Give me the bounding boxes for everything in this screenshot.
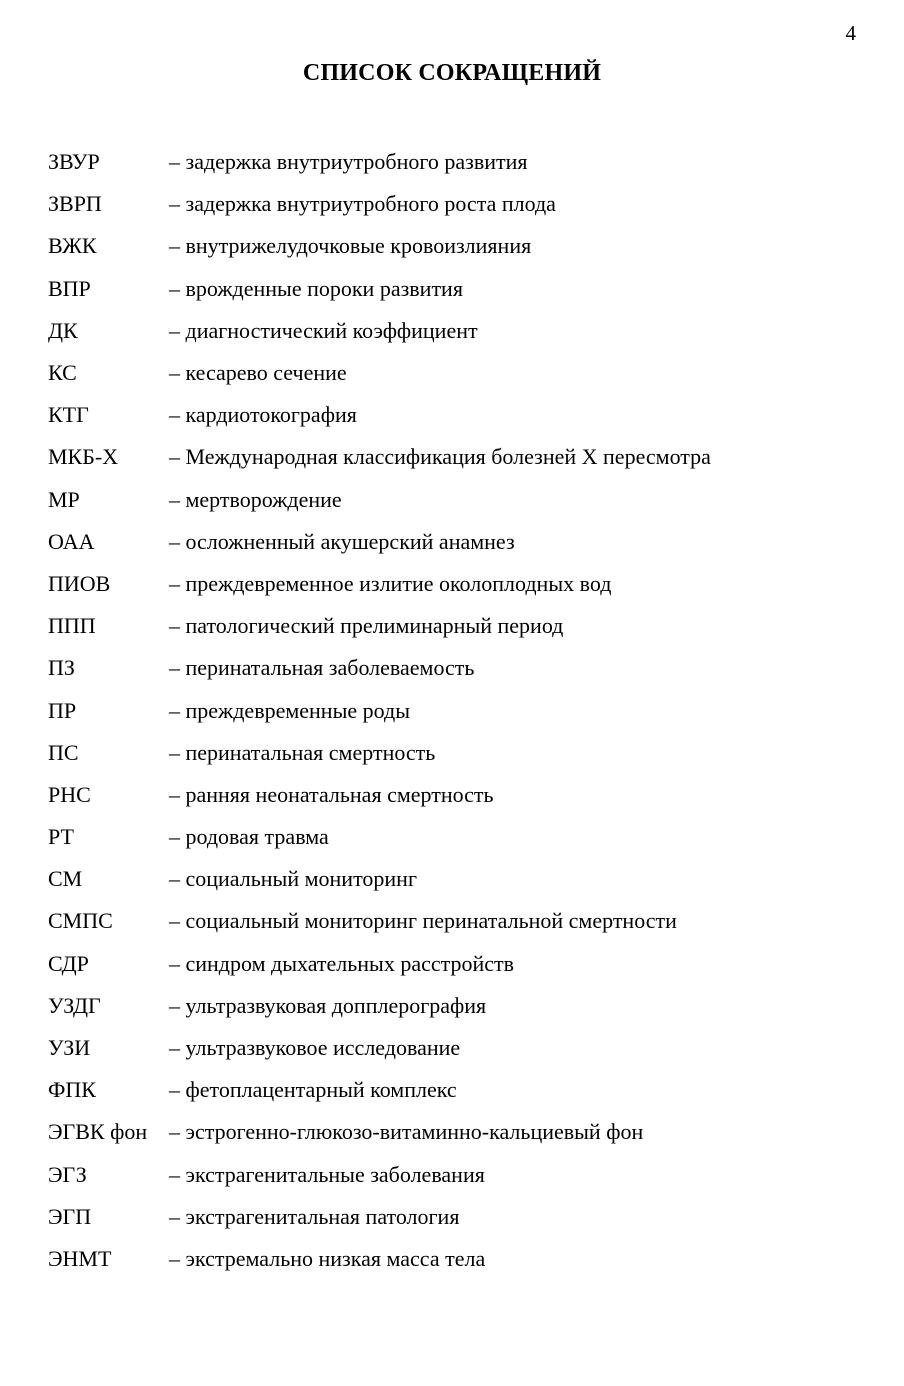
abbreviation-term: ЗВУР — [48, 149, 100, 175]
abbreviation-term: СДР — [48, 950, 89, 976]
abbreviation-row — [48, 943, 868, 985]
abbreviation-definition: – осложненный акушерский анамнез — [169, 528, 515, 554]
abbreviation-list — [48, 141, 868, 1280]
abbreviation-definition: – фетоплацентарный комплекс — [169, 1077, 457, 1103]
abbreviation-row — [48, 141, 868, 183]
abbreviation-row — [48, 268, 868, 310]
abbreviation-term: ДК — [48, 317, 78, 343]
abbreviation-term: ОАА — [48, 528, 95, 554]
abbreviation-term: ЭГВК фон — [48, 1119, 148, 1145]
abbreviation-term: ПИОВ — [48, 570, 111, 596]
abbreviation-definition: – патологический прелиминарный период — [169, 613, 564, 639]
abbreviation-term: МР — [48, 486, 80, 512]
abbreviation-definition: – врожденные пороки развития — [169, 275, 463, 301]
abbreviation-row — [48, 436, 868, 478]
abbreviation-definition: – мертворождение — [169, 486, 342, 512]
abbreviation-term: ЭГЗ — [48, 1161, 87, 1187]
abbreviation-row — [48, 985, 868, 1027]
abbreviation-row — [48, 774, 868, 816]
abbreviation-row — [48, 1238, 868, 1280]
abbreviation-definition: – эстрогенно-глюкозо-витаминно-кальциевый фон — [169, 1119, 644, 1145]
abbreviation-definition: – ранняя неонатальная смертность — [169, 781, 494, 807]
abbreviation-row — [48, 183, 868, 225]
abbreviation-definition: – экстрагенитальные заболевания — [169, 1161, 485, 1187]
abbreviation-term: КС — [48, 360, 77, 386]
abbreviation-definition: – ультразвуковое исследование — [169, 1035, 461, 1061]
abbreviation-definition: – кесарево сечение — [169, 360, 347, 386]
abbreviation-row — [48, 479, 868, 521]
abbreviation-row — [48, 605, 868, 647]
abbreviation-term: КТГ — [48, 402, 89, 428]
page-title: СПИСОК СОКРАЩЕНИЙ — [302, 60, 602, 86]
abbreviation-definition: – кардиотокография — [169, 402, 357, 428]
abbreviation-row — [48, 732, 868, 774]
abbreviation-definition: – экстрагенитальная патология — [169, 1203, 460, 1229]
abbreviation-row — [48, 394, 868, 436]
abbreviation-definition: – ультразвуковая допплерография — [169, 992, 487, 1018]
abbreviation-term: ЗВРП — [48, 191, 102, 217]
abbreviation-term: ЭГП — [48, 1203, 92, 1229]
abbreviation-term: УЗИ — [48, 1035, 91, 1061]
abbreviation-definition: – родовая травма — [169, 824, 329, 850]
abbreviation-definition: – задержка внутриутробного развития — [169, 149, 528, 175]
abbreviation-row — [48, 900, 868, 942]
abbreviation-definition: – Международная классификация болезней Х пересмотра — [169, 444, 711, 470]
abbreviation-definition: – экстремально низкая масса тела — [169, 1245, 486, 1271]
abbreviation-term: ФПК — [48, 1077, 96, 1103]
abbreviation-term: СМ — [48, 866, 83, 892]
abbreviation-row — [48, 647, 868, 689]
abbreviation-row — [48, 1027, 868, 1069]
abbreviation-row — [48, 521, 868, 563]
abbreviation-row — [48, 1111, 868, 1153]
abbreviation-definition: – преждевременные роды — [169, 697, 410, 723]
abbreviation-row — [48, 1069, 868, 1111]
abbreviation-row — [48, 310, 868, 352]
abbreviation-term: ЭНМТ — [48, 1245, 112, 1271]
abbreviation-row — [48, 1196, 868, 1238]
abbreviation-definition: – социальный мониторинг перинатальной смертности — [169, 908, 677, 934]
abbreviation-definition: – задержка внутриутробного роста плода — [169, 191, 556, 217]
abbreviation-term: ПС — [48, 739, 79, 765]
abbreviation-definition: – диагностический коэффициент — [169, 317, 478, 343]
abbreviation-definition: – преждевременное излитие околоплодных вод — [169, 570, 612, 596]
abbreviation-term: ПЗ — [48, 655, 75, 681]
abbreviation-term: ВЖК — [48, 233, 97, 259]
abbreviation-term: ППП — [48, 613, 96, 639]
abbreviation-row — [48, 816, 868, 858]
abbreviation-row — [48, 225, 868, 267]
abbreviation-definition: – перинатальная заболеваемость — [169, 655, 475, 681]
abbreviation-term: ВПР — [48, 275, 91, 301]
abbreviation-row — [48, 858, 868, 900]
abbreviation-row — [48, 1154, 868, 1196]
abbreviation-term: РНС — [48, 781, 91, 807]
abbreviation-definition: – внутрижелудочковые кровоизлияния — [169, 233, 532, 259]
abbreviation-definition: – синдром дыхательных расстройств — [169, 950, 515, 976]
abbreviation-term: ПР — [48, 697, 77, 723]
abbreviation-term: СМПС — [48, 908, 113, 934]
abbreviation-row — [48, 563, 868, 605]
abbreviation-term: УЗДГ — [48, 992, 101, 1018]
abbreviation-row — [48, 689, 868, 731]
abbreviation-row — [48, 352, 868, 394]
abbreviation-term: РТ — [48, 824, 74, 850]
page-number: 4 — [845, 21, 856, 45]
abbreviation-term: МКБ-Х — [48, 444, 119, 470]
abbreviation-definition: – социальный мониторинг — [169, 866, 417, 892]
abbreviation-definition: – перинатальная смертность — [169, 739, 436, 765]
